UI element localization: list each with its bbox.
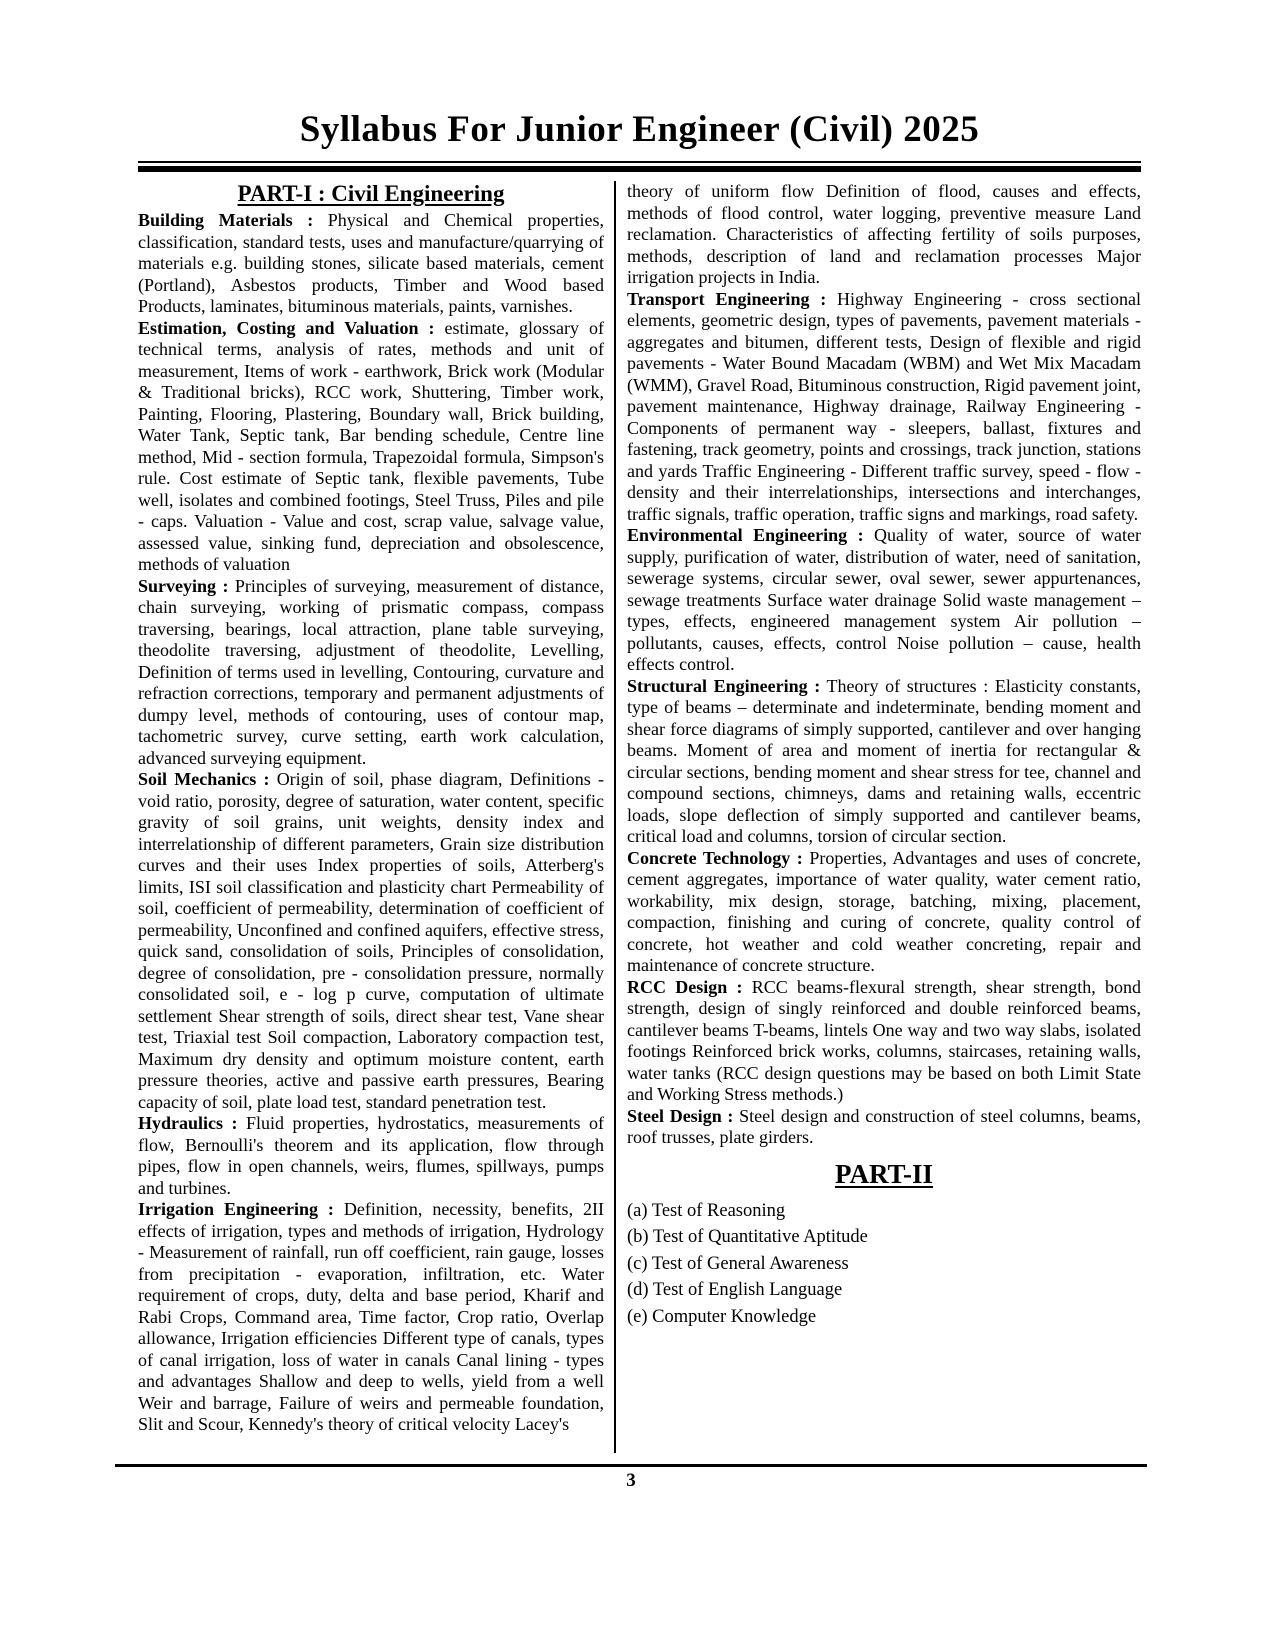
topic-body: Quality of water, source of water supply, purification of water, distribution of water, need of sanitation, sewerage systems, circular sewer, oval sewer, sewer appurtenances, sewage treatments Surface water drainage Solid waste management – types, effects, engineered management system Air pollution – pollutants, causes, effects, control Noise pollution – cause, health effects control. [627,525,1141,674]
part2-list [627,1198,1141,1331]
header-divider [138,161,1141,172]
paragraph-environmental-engineering [627,525,1141,676]
topic-term: Hydraulics : [138,1113,238,1133]
topic-body: Properties, Advantages and uses of concrete, cement aggregates, importance of water quality, water cement ratio, workability, mix design, storage, batching, mixing, placement, compaction, finishing and curing of concrete, quality control of concrete, hot weather and cold weather concreting, repair and maintenance of concrete structure. [627,847,1141,975]
paragraph-soil-mechanics [138,769,604,1113]
paragraph-rcc-design [627,977,1141,1106]
topic-term: Soil Mechanics : [138,769,270,789]
topic-body: Steel design and construction of steel columns, beams, roof trusses, plate girders. [627,1105,1141,1147]
header-divider-thin-line [138,161,1141,163]
page-number: 3 [626,1470,636,1491]
header-divider-thick-line [138,166,1141,172]
topic-body: Fluid properties, hydrostatics, measurements of flow, Bernoulli's theorem and its application, flow through pipes, flow in open channels, weirs, flumes, spillways, pumps and turbines. [138,1113,604,1198]
topic-body: estimate, glossary of technical terms, analysis of rates, methods and unit of measurement, Items of work - earthwork, Brick work (Modular & Traditional bricks), RCC work, Shuttering, Timber work, Painting, Flooring, Plastering, Boundary wall, Brick building, Water Tank, Septic tank, Bar bending schedule, Centre line method, Mid - section formula, Trapezoidal formula, Simpson's rule. Cost estimate of Septic tank, flexible pavements, Tube well, isolates and combined footings, Steel Truss, Piles and pile - caps. Valuation - Value and cost, scrap value, salvage value, assessed value, sinking fund, depreciation and obsolescence, methods of valuation [138,317,604,574]
paragraph-concrete-technology [627,848,1141,977]
topic-body: theory of uniform flow Definition of flood, causes and effects, methods of flood control, water logging, preventive measure Land reclamation. Characteristics of affecting fertility of soils purposes, methods, description of land and reclamation processes Major irrigation projects in India. [627,181,1141,287]
part2-heading: PART-II [834,1158,934,1189]
page-title: Syllabus For Junior Engineer (Civil) 2025 [299,109,980,150]
part1-heading: PART-I : Civil Engineering [237,181,505,206]
topic-body: RCC beams-flexural strength, shear strength, bond strength, design of singly reinforced and double reinforced beams, cantilever beams T-beams, lintels One way and two way slabs, isolated footings Reinforced brick works, columns, staircases, retaining walls, water tanks (RCC design questions may be based on both Limit State and Working Stress methods.) [627,976,1141,1104]
two-column-layout [138,181,1141,1453]
topic-term: Structural Engineering : [627,675,821,696]
part2-item-quantitative-aptitude: (b) Test of Quantitative Aptitude [627,1227,868,1247]
part2-item-reasoning: (a) Test of Reasoning [627,1200,786,1221]
topic-term: Surveying : [138,575,229,596]
paragraph-irrigation-continuation [627,181,1141,289]
right-column [616,181,1141,1453]
topic-body: Highway Engineering - cross sectional elements, geometric design, types of pavements, pavement materials - aggregates and bitumen, different tests, Design of flexible and rigid pavements - Water Bound Macadam (WBM) and Wet Mix Macadam (WMM), Gravel Road, Bituminous construction, Rigid pavement joint, pavement maintenance, Highway drainage, Railway Engineering - Components of permanent way - sleepers, ballast, fixtures and fastening, track geometry, points and crossings, track junction, stations and yards Traffic Engineering - Different traffic survey, speed - flow - density and their interrelationships, intersections and interchanges, traffic signals, traffic operation, traffic signs and markings, road safety. [627,288,1141,524]
topic-body: Definition, necessity, benefits, 2II effects of irrigation, types and methods of irrigation, Hydrology - Measurement of rainfall, run off coefficient, rain gauge, losses from precipitation - evaporation, infiltration, etc. Water requirement of crops, duty, delta and base period, Kharif and Rabi Crops, Command area, Time factor, Crop ratio, Overlap allowance, Irrigation efficiencies Different type of canals, types of canal irrigation, loss of water in canals Canal lining - types and advantages Shallow and deep to wells, yield from a well Weir and barrage, Failure of weirs and permeable foundation, Slit and Scour, Kennedy's theory of critical velocity Lacey's [138,1199,605,1434]
paragraph-irrigation-engineering [138,1199,604,1436]
topic-body: Theory of structures : Elasticity constants, type of beams – determinate and indeterminate, bending moment and shear force diagrams of simply supported, cantilever and over hanging beams. Moment of area and moment of inertia for rectangular & circular sections, bending moment and shear stress for tee, channel and compound sections, chimneys, dams and retaining walls, eccentric loads, slope deflection of simply supported and cantilever beams, critical load and columns, torsion of circular section. [627,675,1141,846]
paragraph-steel-design [627,1106,1141,1149]
paragraph-structural-engineering [627,676,1141,848]
topic-body: Origin of soil, phase diagram, Definitions - void ratio, porosity, degree of saturation, water content, specific gravity of soil grains, unit weights, density index and interrelationship of different parameters, Grain size distribution curves and their uses Index properties of soils, Atterberg's limits, ISI soil classification and plasticity chart Permeability of soil, coefficient of permeability, determination of coefficient of permeability, Unconfined and confined aquifers, effective stress, quick sand, consolidation of soils, Principles of consolidation, degree of consolidation, pre - consolidation pressure, normally consolidated soil, e - log p curve, computation of ultimate settlement Shear strength of soils, direct shear test, Vane shear test, Triaxial test Soil compaction, Laboratory compaction test, Maximum dry density and optimum moisture content, earth pressure theories, active and passive earth pressures, Bearing capacity of soil, plate load test, standard penetration test. [138,769,604,1112]
paragraph-transport-engineering [627,289,1141,526]
paragraph-building-materials [138,210,604,318]
topic-term: RCC Design : [627,976,743,997]
part2-item-computer-knowledge: (e) Computer Knowledge [627,1306,817,1327]
paragraph-estimation-costing-valuation [138,318,604,576]
paragraph-surveying [138,576,604,770]
footer-divider [115,1464,1147,1467]
page-footer [115,1464,1147,1492]
paragraph-hydraulics [138,1113,604,1199]
topic-term: Irrigation Engineering : [138,1199,334,1219]
topic-body: Principles of surveying, measurement of distance, chain surveying, working of prismatic compass, compass traversing, bearings, local attraction, plane table surveying, theodolite traversing, adjustment of theodolite, Levelling, Definition of terms used in levelling, Contouring, curvature and refraction corrections, temporary and permanent adjustments of dumpy level, methods of contouring, uses of contour map, tachometric survey, curve setting, earth work calculation, advanced surveying equipment. [138,575,605,768]
topic-term: Building Materials : [138,210,314,230]
topic-term: Transport Engineering : [627,288,827,309]
topic-term: Estimation, Costing and Valuation : [138,317,435,338]
left-column [138,181,616,1453]
topic-term: Concrete Technology : [627,847,803,868]
part2-item-english-language: (d) Test of English Language [627,1280,843,1300]
topic-body: Physical and Chemical properties, classification, standard tests, uses and manufacture/quarrying of materials e.g. building stones, silicate based materials, cement (Portland), Asbestos products, Timber and Wood based Products, laminates, bituminous materials, paints, varnishes. [138,210,604,316]
topic-term: Environmental Engineering : [627,525,864,545]
topic-term: Steel Design : [627,1105,734,1126]
part2-item-general-awareness: (c) Test of General Awareness [627,1253,849,1274]
